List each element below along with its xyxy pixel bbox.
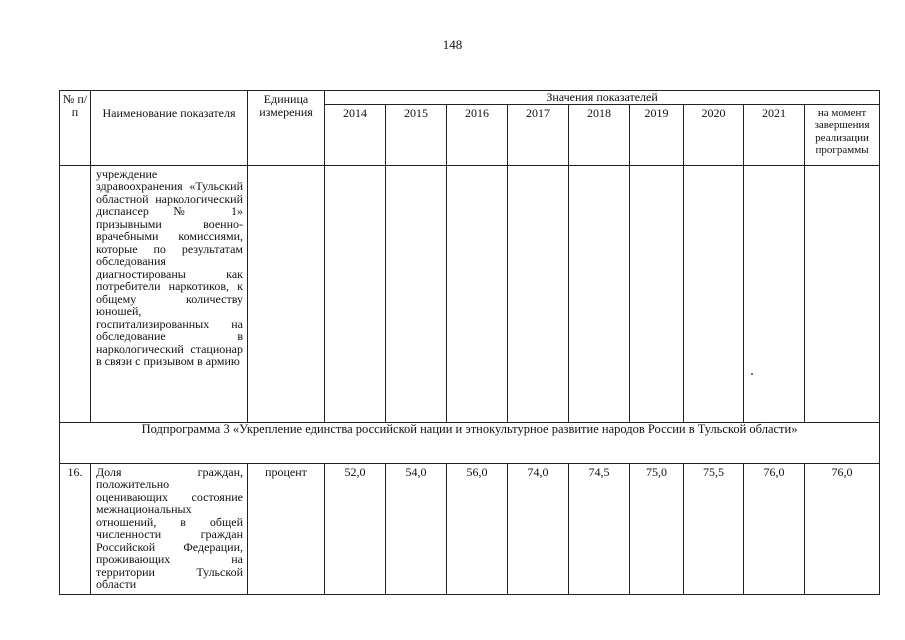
cell-value-2015: 54,0	[386, 463, 447, 594]
header-final: на момент завершения реализации программы	[805, 104, 880, 165]
cell-empty	[248, 165, 325, 422]
cell-empty	[744, 165, 805, 422]
page-number: 148	[442, 37, 463, 52]
cell-empty	[325, 165, 386, 422]
cell-empty	[569, 165, 630, 422]
cell-unit: процент	[248, 463, 325, 594]
cell-value-2016: 56,0	[447, 463, 508, 594]
header-year-2018: 2018	[569, 104, 630, 165]
cell-indicator-name: Доля граждан, положительно оценивающих состояние межнациональных отношений, в общей численности граждан Российской Федерации, проживающих на территории Тульской области	[91, 463, 248, 594]
cell-value-2018: 74,5	[569, 463, 630, 594]
cell-empty	[508, 165, 569, 422]
subprogram-title: Подпрограмма 3 «Укрепление единства российской нации и этнокультурное развитие народов России в Тульской области»	[60, 422, 880, 463]
header-name: Наименование показателя	[91, 91, 248, 166]
header-unit: Единица измерения	[248, 91, 325, 166]
header-year-2014: 2014	[325, 104, 386, 165]
table-row-16	[60, 463, 880, 594]
header-values-group: Значения показателей	[325, 91, 880, 105]
table-row-subprogram	[60, 422, 880, 463]
cell-value-final: 76,0	[805, 463, 880, 594]
cell-empty	[386, 165, 447, 422]
header-year-2020: 2020	[684, 104, 744, 165]
header-year-2016: 2016	[447, 104, 508, 165]
cell-empty	[630, 165, 684, 422]
cell-num: 16.	[60, 463, 91, 594]
cell-num-empty	[60, 165, 91, 422]
cell-indicator-name-continued: учреждение здравоохранения «Тульский областной наркологический диспансер № 1» призывными военно-врачебными комиссиями, которые по результатам обследования диагностированы как потребители наркотиков, к общему количеству юношей, госпитализированных на обследование в наркологический стационар в связи с призывом в армию	[91, 165, 248, 422]
header-year-2015: 2015	[386, 104, 447, 165]
scan-speck	[751, 373, 753, 375]
cell-value-2014: 52,0	[325, 463, 386, 594]
header-year-2017: 2017	[508, 104, 569, 165]
cell-empty	[805, 165, 880, 422]
indicators-table	[59, 90, 880, 595]
table-row-continued	[60, 165, 880, 422]
cell-empty	[447, 165, 508, 422]
cell-empty	[684, 165, 744, 422]
cell-value-2019: 75,0	[630, 463, 684, 594]
cell-value-2017: 74,0	[508, 463, 569, 594]
cell-value-2021: 76,0	[744, 463, 805, 594]
header-year-2019: 2019	[630, 104, 684, 165]
cell-value-2020: 75,5	[684, 463, 744, 594]
header-num: № п/п	[60, 91, 91, 166]
header-year-2021: 2021	[744, 104, 805, 165]
